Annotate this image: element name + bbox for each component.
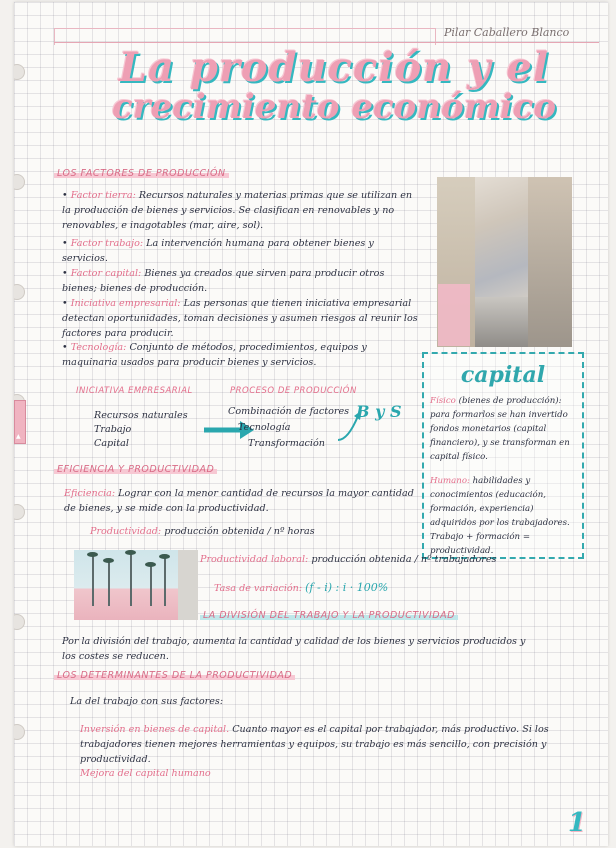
bullet-tecnologia: • Tecnología: Conjunto de métodos, procedimientos, equipos y maquinaria usados para producir bienes y servicios. xyxy=(62,342,367,368)
palm-trees-photo xyxy=(74,550,178,620)
capital-fisico-text: (bienes de producción): para formarlos se han invertido fondos monetarios (capital financiero), y se transforman en capital físico. xyxy=(430,396,570,462)
bullet-text: Conjunto de métodos, procedimientos, equipos y maquinaria usados para producir bienes y servicios. xyxy=(62,342,367,368)
diagram-right-item: Transformación xyxy=(248,438,325,449)
side-tab-sticker: ▲ xyxy=(14,400,26,444)
bullet-lead: Factor tierra: xyxy=(70,190,136,201)
header-line xyxy=(54,42,599,43)
tasa-variacion xyxy=(214,580,494,596)
division-text: Por la división del trabajo, aumenta la cantidad y calidad de los bienes y servicios producidos y los costes se reducen. xyxy=(62,636,526,662)
eficiencia-lead: Eficiencia: xyxy=(64,488,116,499)
inversion-text: Cuanto mayor es el capital por trabajador, más productivo. Si los trabajadores tienen mejores herramientas y equipos, su trabajo es más sencillo, con precisión y productividad. xyxy=(80,724,549,765)
inversion-capital xyxy=(80,722,550,767)
eficiencia-definition xyxy=(64,486,414,516)
binder-hole xyxy=(14,614,25,630)
bullet-text: Recursos naturales y materias primas que se utilizan en la producción de bienes y servicios. Se clasifican en renovables y no renovables, e inagotables (mar, aire, sol). xyxy=(62,190,413,231)
capital-title: capital xyxy=(460,362,546,388)
productividad-text: producción obtenida / nº horas xyxy=(164,526,315,537)
determinantes-intro: La del trabajo con sus factores: xyxy=(70,696,224,707)
bullet-text: Bienes ya creados que sirven para producir otros bienes; bienes de producción. xyxy=(62,268,385,294)
page-title xyxy=(94,44,574,127)
determinantes-heading: LOS DETERMINANTES DE LA PRODUCTIVIDAD xyxy=(54,670,295,681)
capital-humano xyxy=(430,474,576,558)
pink-rectangle xyxy=(438,284,470,346)
binder-hole xyxy=(14,174,25,190)
tasa-formula: (f - i) : i · 100% xyxy=(305,581,389,594)
bullet-text: Las personas que tienen iniciativa empresarial detectan oportunidades, toman decisiones y asumen riesgos al reunir los factores para producir. xyxy=(62,298,418,339)
bullet-text: La intervención humana para obtener bienes y servicios. xyxy=(62,238,374,264)
productividad-formula xyxy=(90,524,410,539)
bullet-trabajo: • Factor trabajo: La intervención humana para obtener bienes y servicios. xyxy=(62,238,374,264)
diagram-right-item: Tecnología xyxy=(238,422,291,433)
title-line-1: La producción y el xyxy=(118,44,550,91)
capital-fisico xyxy=(430,394,576,464)
diagram-left-label: INICIATIVA EMPRESARIAL xyxy=(76,386,193,396)
factores-heading: LOS FACTORES DE PRODUCCIÓN xyxy=(54,168,229,179)
bullet-lead: Iniciativa empresarial: xyxy=(70,298,181,309)
diagram-left-item: Capital xyxy=(94,438,129,449)
binder-hole xyxy=(14,64,25,80)
binder-hole xyxy=(14,724,25,740)
page-number: 1 xyxy=(567,808,586,838)
diagram-left-item: Recursos naturales xyxy=(94,410,188,421)
capital-fisico-lead: Físico xyxy=(430,396,456,406)
inversion-lead: Inversión en bienes de capital. xyxy=(80,724,230,735)
bullet-lead: Tecnología: xyxy=(70,342,127,353)
diagram-right-label: PROCESO DE PRODUCCIÓN xyxy=(230,386,357,396)
capital-humano-text: habilidades y conocimientos (educación, formación, experiencia) adquiridos por los trabajadores. Trabajo + formación = productividad. xyxy=(430,476,570,556)
bullet-tierra: • Factor tierra: Recursos naturales y materias primas que se utilizan en la producción de bienes y servicios. Se clasifican en renovables y no renovables, e inagotables (mar, aire, sol). xyxy=(62,190,413,231)
notebook-page xyxy=(14,2,608,846)
prod-laboral-text: producción obtenida / nº trabajadores xyxy=(311,554,497,565)
student-name: Pilar Caballero Blanco xyxy=(444,26,570,39)
mejora-capital-humano: Mejora del capital humano xyxy=(80,768,211,779)
title-line-2: crecimiento económico xyxy=(111,87,556,127)
capital-box xyxy=(422,352,584,559)
productividad-lead: Productividad: xyxy=(90,526,162,537)
capital-humano-lead: Humano: xyxy=(430,476,470,486)
division-heading: LA DIVISIÓN DEL TRABAJO Y LA PRODUCTIVIDAD xyxy=(200,610,458,621)
diagram-result: B y S xyxy=(356,402,402,421)
diagram-left-item: Trabajo xyxy=(94,424,132,435)
binder-hole xyxy=(14,504,25,520)
diagram-right-item: Combinación de factores xyxy=(228,406,350,417)
photo-side-panel xyxy=(178,550,198,620)
bullet-capital: • Factor capital: Bienes ya creados que sirven para producir otros bienes; bienes de producción. xyxy=(62,268,385,294)
eficiencia-text: Lograr con la menor cantidad de recursos la mayor cantidad de bienes, y se mide con la productividad. xyxy=(64,488,414,514)
binder-hole xyxy=(14,284,25,300)
eficiencia-heading: EFICIENCIA Y PRODUCTIVIDAD xyxy=(54,464,217,475)
tasa-lead: Tasa de variación: xyxy=(214,583,303,594)
bullet-lead: Factor capital: xyxy=(70,268,142,279)
prod-laboral-lead: Productividad laboral: xyxy=(200,554,309,565)
bullet-lead: Factor trabajo: xyxy=(70,238,144,249)
productividad-laboral xyxy=(200,552,500,567)
bullet-iniciativa: • Iniciativa empresarial: Las personas que tienen iniciativa empresarial detectan oportunidades, toman decisiones y asumen riesgos al reunir los factores para producir. xyxy=(62,298,418,339)
